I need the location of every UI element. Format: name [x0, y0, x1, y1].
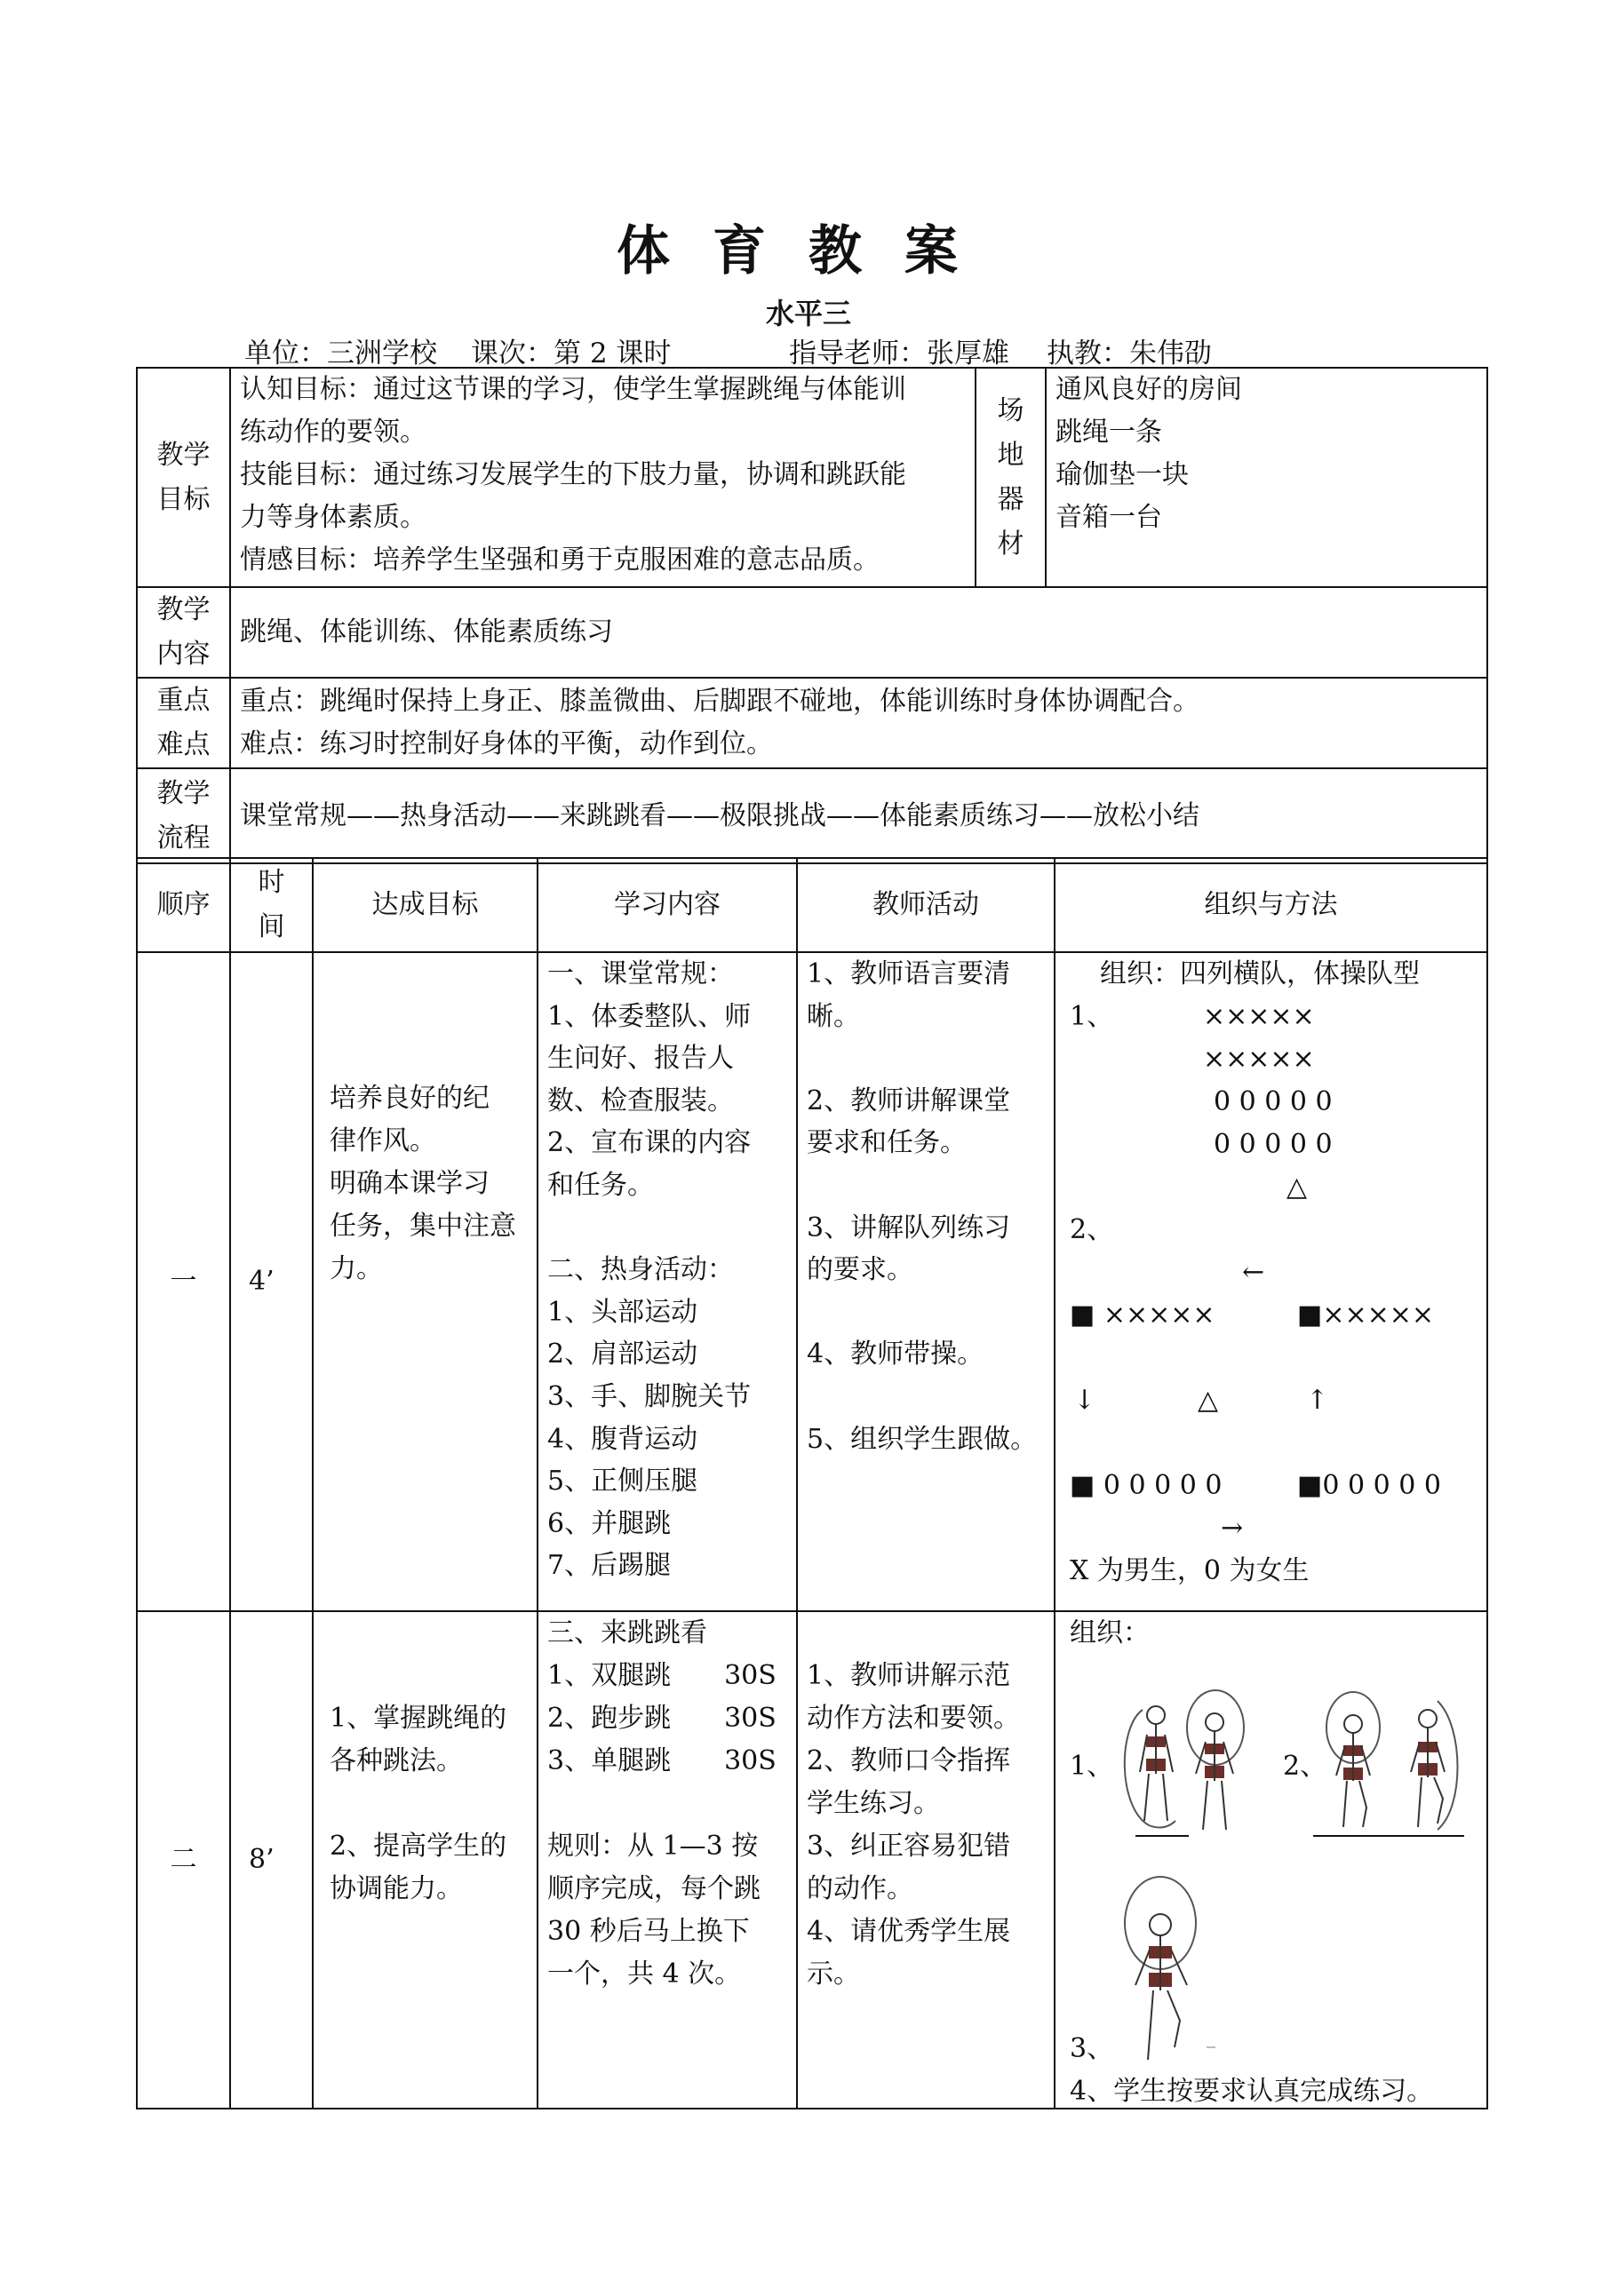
girls-row: 0 0 0 0 0	[1214, 1129, 1333, 1160]
objective-line: 练动作的要领。	[240, 417, 426, 448]
row-teacher: 1、教师讲解示范 动作方法和要领。 2、教师口令指挥 学生练习。 3、纠正容易犯错 的动作。 4、请优秀学生展 示。	[797, 1611, 1055, 2109]
row-org	[1055, 1611, 1487, 2109]
girls-line-left: ■ 0 0 0 0 0	[1070, 1470, 1223, 1501]
keypoints-text	[230, 678, 1487, 768]
teacher-label: 执教：朱伟劭	[1047, 338, 1212, 369]
plan-table	[136, 857, 1488, 2109]
objectives-text	[230, 368, 976, 587]
lesson-label: 课次：第 2 课时	[471, 338, 672, 369]
single-leg-jump-figure	[1109, 1870, 1251, 2074]
header-content: 学习内容	[538, 858, 797, 952]
objective-line: 情感目标：培养学生坚强和勇于克服困难的意志品质。	[240, 544, 880, 576]
arrow-right-icon: →	[1221, 1513, 1244, 1544]
objective-line: 认知目标：通过这节课的学习，使学生掌握跳绳与体能训	[240, 374, 906, 405]
row-goal: 1、掌握跳绳的 各种跳法。 2、提高学生的 协调能力。	[313, 1611, 538, 2109]
venue-item: 跳绳一条	[1055, 417, 1162, 448]
jump-figures	[1055, 1612, 1486, 2105]
header-time: 时 间	[230, 858, 313, 952]
plan-row-1	[137, 952, 1487, 1611]
arrow-up-icon: ↑	[1306, 1385, 1329, 1416]
teacher-triangle-icon: △	[1198, 1385, 1219, 1416]
boys-line-left: ■ ×××××	[1070, 1299, 1215, 1331]
row-order: 二	[137, 1611, 230, 2109]
row-time: 8’	[230, 1611, 313, 2109]
venue-item: 音箱一台	[1055, 502, 1162, 533]
row-content: 一、课堂常规： 1、体委整队、师 生问好、报告人 数、检查服装。 2、宣布课的内容 和任务。 二、热身活动： 1、头部运动 2、肩部运动 3、手、脚腕关节 4、腹背运动 5、正侧压腿 6、并腿跳 7、后踢腿	[538, 952, 797, 1611]
boys-row: ×××××	[1203, 1044, 1315, 1075]
objectives-row	[137, 368, 1487, 587]
step-number: 1、	[1070, 1751, 1114, 1782]
content-label: 教学 内容	[137, 587, 230, 678]
running-jump-figure	[1313, 1674, 1482, 1843]
row-teacher: 1、教师语言要清 晰。 2、教师讲解课堂 要求和任务。 3、讲解队列练习 的要求。 4、教师带操。 5、组织学生跟做。	[797, 952, 1055, 1611]
girls-row: 0 0 0 0 0	[1214, 1086, 1333, 1117]
teacher-triangle-icon: △	[1286, 1172, 1308, 1203]
flow-label: 教学 流程	[137, 768, 230, 863]
keypoints-row	[137, 678, 1487, 768]
org-heading: 组织：四列横队，体操队型	[1100, 958, 1420, 989]
content-row	[137, 587, 1487, 678]
formation-diagram	[1055, 953, 1486, 1610]
venue-item: 通风良好的房间	[1055, 374, 1242, 405]
header-goal: 达成目标	[313, 858, 538, 952]
keypoints-label: 重点 难点	[137, 678, 230, 768]
objectives-label: 教学 目标	[137, 368, 230, 587]
content-text: 跳绳、体能训练、体能素质练习	[230, 587, 1487, 678]
boys-line-right: ■×××××	[1297, 1299, 1435, 1331]
step-number: 2、	[1283, 1751, 1327, 1782]
boys-row: ×××××	[1203, 1001, 1315, 1032]
girls-line-right: ■0 0 0 0 0	[1297, 1470, 1441, 1501]
double-leg-jump-figure	[1109, 1674, 1295, 1843]
header-teacher: 教师活动	[797, 858, 1055, 952]
venue-list	[1046, 368, 1487, 587]
step-number: 2、	[1070, 1214, 1114, 1245]
keypoint-line: 难点：练习时控制好身体的平衡，动作到位。	[240, 728, 773, 759]
mentor-label: 指导老师：张厚雄	[789, 338, 1009, 369]
step-number: 1、	[1070, 1001, 1114, 1032]
objective-line: 力等身体素质。	[240, 502, 426, 533]
page-title: 体育教案	[617, 220, 1000, 282]
plan-row-2	[137, 1611, 1487, 2109]
row-content: 三、来跳跳看 1、双腿跳 30S 2、跑步跳 30S 3、单腿跳 30S 规则：从 1—3 按 顺序完成，每个跳 30 秒后马上换下 一个，共 4 次。	[538, 1611, 797, 2109]
step-number: 3、	[1070, 2033, 1114, 2064]
venue-label: 场 地 器 材	[976, 368, 1046, 587]
arrow-down-icon: ↓	[1073, 1385, 1096, 1416]
header-order: 顺序	[137, 858, 230, 952]
unit-label: 单位：三洲学校	[244, 338, 437, 369]
row-time: 4’	[230, 952, 313, 1611]
flow-row	[137, 768, 1487, 863]
legend-text: X 为男生，0 为女生	[1070, 1555, 1310, 1586]
row-goal: 培养良好的纪 律作风。 明确本课学习 任务，集中注意 力。	[313, 952, 538, 1611]
plan-header-row	[137, 858, 1487, 952]
org-footer: 4、学生按要求认真完成练习。	[1070, 2076, 1434, 2107]
info-table	[136, 367, 1488, 864]
row-org	[1055, 952, 1487, 1611]
venue-item: 瑜伽垫一块	[1055, 459, 1189, 490]
header-org: 组织与方法	[1055, 858, 1487, 952]
keypoint-line: 重点：跳绳时保持上身正、膝盖微曲、后脚跟不碰地，体能训练时身体协调配合。	[240, 686, 1199, 717]
row-order: 一	[137, 952, 230, 1611]
org-heading: 组织：	[1070, 1617, 1150, 1649]
flow-text: 课堂常规——热身活动——来跳跳看——极限挑战——体能素质练习——放松小结	[230, 768, 1487, 863]
objective-line: 技能目标：通过练习发展学生的下肢力量，协调和跳跃能	[240, 459, 906, 490]
page-subtitle: 水平三	[765, 297, 851, 330]
arrow-left-icon: ←	[1242, 1257, 1265, 1288]
